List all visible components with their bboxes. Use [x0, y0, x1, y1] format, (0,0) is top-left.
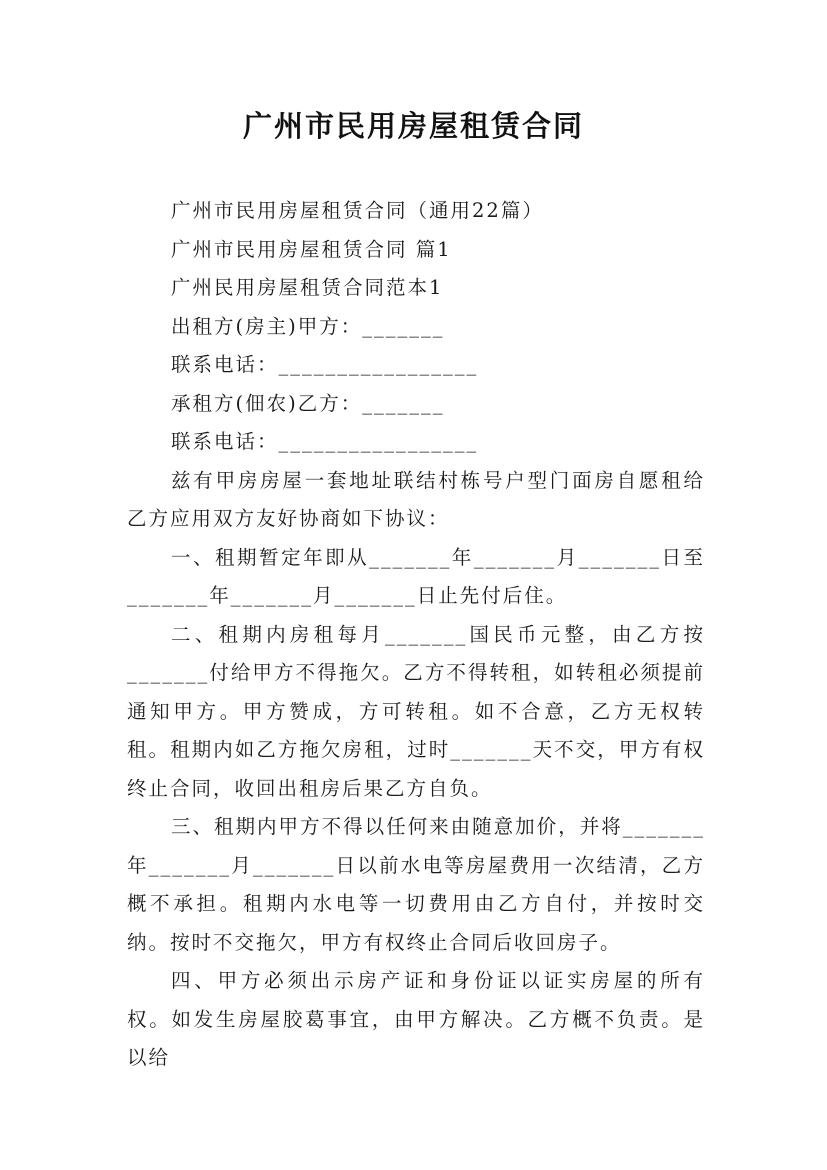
subtitle-line: 广州市民用房屋租赁合同（通用22篇） [171, 199, 544, 222]
intro-paragraph: 兹有甲房房屋一套地址联结村栋号户型门面房自愿租给乙方应用双方友好协商如下协议： [127, 468, 705, 530]
clause-2: 二、租期内房租每月_______国民币元整，由乙方按_______付给甲方不得拖欠。乙方不得转租，如转租必须提前通知甲方。甲方赞成，方可转租。如不合意，乙方无权转租。租期内如乙方拖欠房租，过时_______天不交，甲方有权终止合同，收回出租房后果乙方自负。 [127, 622, 705, 800]
document-body [127, 192, 705, 1078]
lessor-phone-field: 联系电话：_________________ [171, 353, 479, 376]
section-heading: 广州市民用房屋租赁合同 篇1 [171, 237, 452, 261]
template-heading: 广州民用房屋租赁合同范本1 [171, 276, 444, 299]
lessor-field: 出租方(房主)甲方：_______ [171, 314, 445, 338]
document-title: 广州市民用房屋租赁合同 [242, 109, 584, 143]
clause-1: 一、租期暂定年即从_______年_______月_______日至_______年_______月_______日止先付后住。 [127, 545, 705, 607]
clause-3: 三、租期内甲方不得以任何来由随意加价，并将_______年_______月_______日以前水电等房屋费用一次结清，乙方概不承担。租期内水电等一切费用由乙方自付，并按时交纳。按时不交拖欠，甲方有权终止合同后收回房子。 [127, 815, 705, 954]
clause-4: 四、甲方必须出示房产证和身份证以证实房屋的所有权。如发生房屋胶葛事宜，由甲方解决。乙方概不负责。是以给 [127, 969, 705, 1069]
lessee-field: 承租方(佃农)乙方：_______ [171, 391, 445, 415]
lessee-phone-field: 联系电话：_________________ [171, 430, 479, 453]
